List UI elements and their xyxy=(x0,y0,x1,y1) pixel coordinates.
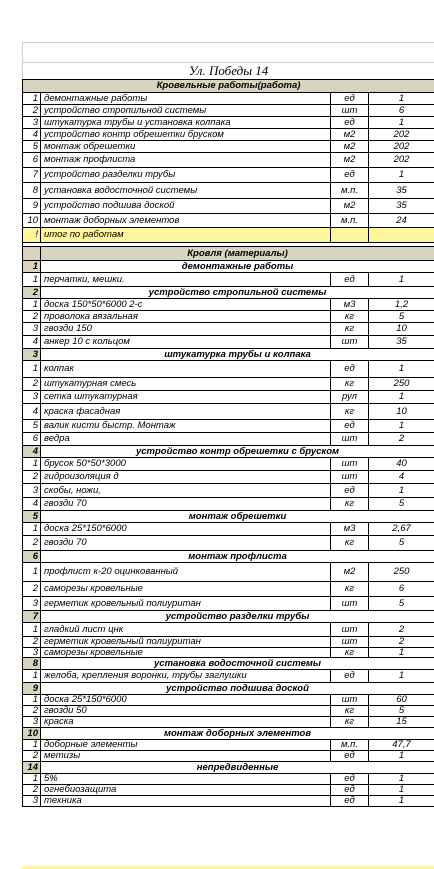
unit-cell: ед xyxy=(331,93,369,105)
qty-cell: 35 xyxy=(369,199,434,214)
material-row xyxy=(23,597,434,611)
estimate-table xyxy=(22,79,434,807)
material-row xyxy=(23,647,434,658)
qty-cell: 5 xyxy=(369,706,434,717)
material-row xyxy=(23,623,434,637)
row-number: 2 xyxy=(23,582,41,597)
material-name: доска 25*150*6000 xyxy=(41,523,331,536)
material-name: огнебиозащита xyxy=(41,785,331,796)
row-number: 2 xyxy=(23,751,41,762)
qty-cell: 250 xyxy=(369,563,434,582)
row-number: 3 xyxy=(23,117,41,129)
row-number: 9 xyxy=(23,199,41,214)
section-number: 6 xyxy=(23,551,41,563)
unit-cell: ед xyxy=(331,774,369,785)
section-title: установка водосточной системы xyxy=(41,658,434,670)
material-row xyxy=(23,536,434,551)
qty-cell: 5 xyxy=(369,597,434,611)
material-name: гвозди 50 xyxy=(41,706,331,717)
material-row xyxy=(23,582,434,597)
row-number: 3 xyxy=(23,796,41,807)
qty-cell: 2 xyxy=(369,623,434,637)
section-header-row xyxy=(23,683,434,695)
unit-cell: м.п. xyxy=(331,214,369,228)
section-number: 1 xyxy=(23,261,41,273)
section-number: 10 xyxy=(23,728,41,740)
material-name: гвозди 70 xyxy=(41,536,331,551)
row-number: 2 xyxy=(23,785,41,796)
material-row xyxy=(23,420,434,433)
section-number: 14 xyxy=(23,762,41,774)
spreadsheet xyxy=(22,42,434,807)
unit-cell: рул xyxy=(331,391,369,404)
work-row xyxy=(23,141,434,153)
material-row xyxy=(23,323,434,336)
qty-cell: 10 xyxy=(369,404,434,420)
material-name: герметик кровельный полиуритан xyxy=(41,637,331,648)
qty-cell: 1 xyxy=(369,168,434,183)
unit-cell: м3 xyxy=(331,299,369,311)
material-row xyxy=(23,433,434,446)
work-name: устройство разделки трубы xyxy=(41,168,331,183)
row-number: 3 xyxy=(23,391,41,404)
section-header-row xyxy=(23,728,434,740)
section-number: 8 xyxy=(23,658,41,670)
total-row xyxy=(23,228,434,243)
work-name: монтаж профлиста xyxy=(41,153,331,168)
row-number: 2 xyxy=(23,471,41,484)
unit-cell: шт xyxy=(331,105,369,117)
unit-cell: кг xyxy=(331,311,369,323)
material-name: брусок 50*50*3000 xyxy=(41,458,331,471)
row-number: 2 xyxy=(23,637,41,648)
material-row xyxy=(23,523,434,536)
material-row xyxy=(23,774,434,785)
section-header-row xyxy=(23,287,434,299)
section-title: демонтажные работы xyxy=(41,261,434,273)
work-name: монтаж обрешетки xyxy=(41,141,331,153)
qty-cell: 60 xyxy=(369,695,434,706)
empty-cell xyxy=(331,228,369,243)
row-number: 8 xyxy=(23,183,41,199)
material-name: доска 150*50*6000 2-с xyxy=(41,299,331,311)
unit-cell: м2 xyxy=(331,153,369,168)
qty-cell: 250 xyxy=(369,378,434,391)
material-row xyxy=(23,299,434,311)
section-number: 3 xyxy=(23,349,41,361)
unit-cell: м3 xyxy=(331,523,369,536)
unit-cell: шт xyxy=(331,433,369,446)
work-row xyxy=(23,93,434,105)
row-number: 10 xyxy=(23,214,41,228)
material-name: желоба, крепления воронки, трубы заглушки xyxy=(41,670,331,683)
unit-cell: ед xyxy=(331,361,369,378)
qty-cell: 1 xyxy=(369,484,434,498)
row-number: 2 xyxy=(23,706,41,717)
material-row xyxy=(23,273,434,287)
empty-cell xyxy=(369,228,434,243)
work-name: монтаж доборных элементов xyxy=(41,214,331,228)
row-number: 1 xyxy=(23,695,41,706)
material-name: краска фасадная xyxy=(41,404,331,420)
section-title: устройство контр обрешетки с бруском xyxy=(41,446,434,458)
works-header-row xyxy=(23,80,434,93)
section-header-row xyxy=(23,446,434,458)
qty-cell: 1 xyxy=(369,273,434,287)
row-number: 1 xyxy=(23,563,41,582)
row-number: 1 xyxy=(23,670,41,683)
section-number: 5 xyxy=(23,511,41,523)
row-number: 1 xyxy=(23,93,41,105)
material-row xyxy=(23,498,434,511)
unit-cell: ед xyxy=(331,751,369,762)
material-row xyxy=(23,378,434,391)
material-name: метизы xyxy=(41,751,331,762)
unit-cell: ед xyxy=(331,484,369,498)
unit-cell: м2 xyxy=(331,199,369,214)
material-row xyxy=(23,751,434,762)
unit-cell: ед xyxy=(331,796,369,807)
section-title: монтаж профлиста xyxy=(41,551,434,563)
qty-cell: 1 xyxy=(369,670,434,683)
qty-cell: 1 xyxy=(369,647,434,658)
qty-cell: 2,67 xyxy=(369,523,434,536)
unit-cell: ед xyxy=(331,273,369,287)
material-row xyxy=(23,458,434,471)
material-row xyxy=(23,637,434,648)
materials-header: Кровля (материалы) xyxy=(41,247,434,261)
unit-cell: шт xyxy=(331,695,369,706)
qty-cell: 1,2 xyxy=(369,299,434,311)
row-number: 5 xyxy=(23,420,41,433)
work-name: устройство стропильной системы xyxy=(41,105,331,117)
unit-cell: м2 xyxy=(331,563,369,582)
section-header-row xyxy=(23,261,434,273)
unit-cell: м.п. xyxy=(331,183,369,199)
row-number: 1 xyxy=(23,523,41,536)
section-number: 7 xyxy=(23,611,41,623)
qty-cell: 5 xyxy=(369,536,434,551)
section-header-row xyxy=(23,762,434,774)
qty-cell: 1 xyxy=(369,785,434,796)
qty-cell: 1 xyxy=(369,774,434,785)
work-row xyxy=(23,129,434,141)
section-header-row xyxy=(23,658,434,670)
section-header-row xyxy=(23,551,434,563)
unit-cell: ед xyxy=(331,168,369,183)
section-title: устройство подшива доской xyxy=(41,683,434,695)
qty-cell: 47,7 xyxy=(369,740,434,751)
work-name: демонтажные работы xyxy=(41,93,331,105)
material-row xyxy=(23,484,434,498)
works-header: Кровельные работы(работа) xyxy=(23,80,434,93)
qty-cell: 1 xyxy=(369,117,434,129)
qty-cell: 35 xyxy=(369,183,434,199)
unit-cell: м2 xyxy=(331,129,369,141)
section-title: устройство разделки трубы xyxy=(41,611,434,623)
section-title: монтаж доборных элементов xyxy=(41,728,434,740)
row-number: 3 xyxy=(23,323,41,336)
qty-cell: 1 xyxy=(369,420,434,433)
row-number: 1 xyxy=(23,273,41,287)
qty-cell: 202 xyxy=(369,141,434,153)
material-name: перчатки, мешки. xyxy=(41,273,331,287)
row-number: 2 xyxy=(23,105,41,117)
material-name: анкер 10 с кольцом xyxy=(41,336,331,349)
qty-cell: 1 xyxy=(369,796,434,807)
material-name: ведра xyxy=(41,433,331,446)
row-number: 6 xyxy=(23,433,41,446)
unit-cell: ед xyxy=(331,420,369,433)
material-name: доборные элементы xyxy=(41,740,331,751)
material-name: 5% xyxy=(41,774,331,785)
material-row xyxy=(23,311,434,323)
section-title: монтаж обрешетки xyxy=(41,511,434,523)
material-row xyxy=(23,471,434,484)
material-name: сетка штукатурная xyxy=(41,391,331,404)
material-name: краска xyxy=(41,717,331,728)
row-number: 3 xyxy=(23,647,41,658)
material-name: гвозди 70 xyxy=(41,498,331,511)
row-number: 1 xyxy=(23,299,41,311)
sheet-title: Ул. Победы 14 xyxy=(22,62,434,79)
row-number: 2 xyxy=(23,536,41,551)
row-number: 5 xyxy=(23,141,41,153)
unit-cell: кг xyxy=(331,536,369,551)
qty-cell: 5 xyxy=(369,311,434,323)
empty-row xyxy=(22,42,434,62)
unit-cell: шт xyxy=(331,597,369,611)
row-number: 1 xyxy=(23,361,41,378)
qty-cell: 24 xyxy=(369,214,434,228)
material-name: гидроизоляция д xyxy=(41,471,331,484)
qty-cell: 202 xyxy=(369,129,434,141)
material-name: саморезы кровельные xyxy=(41,582,331,597)
work-row xyxy=(23,153,434,168)
material-name: колпак xyxy=(41,361,331,378)
material-row xyxy=(23,695,434,706)
unit-cell: шт xyxy=(331,458,369,471)
section-number: 2 xyxy=(23,287,41,299)
qty-cell: 2 xyxy=(369,433,434,446)
row-number: 2 xyxy=(23,311,41,323)
unit-cell: ед xyxy=(331,117,369,129)
material-row xyxy=(23,717,434,728)
unit-cell: шт xyxy=(331,623,369,637)
total-label: итог по работам xyxy=(41,228,331,243)
qty-cell: 1 xyxy=(369,391,434,404)
unit-cell: м.п. xyxy=(331,740,369,751)
section-number: 9 xyxy=(23,683,41,695)
work-name: установка водосточной системы xyxy=(41,183,331,199)
material-row xyxy=(23,796,434,807)
qty-cell: 202 xyxy=(369,153,434,168)
work-row xyxy=(23,214,434,228)
work-row xyxy=(23,117,434,129)
material-row xyxy=(23,404,434,420)
total-mark: ! xyxy=(23,228,41,243)
unit-cell: шт xyxy=(331,637,369,648)
unit-cell: кг xyxy=(331,378,369,391)
work-row xyxy=(23,105,434,117)
material-name: герметик кровельный полиуритан xyxy=(41,597,331,611)
row-number: 4 xyxy=(23,498,41,511)
row-number: 4 xyxy=(23,404,41,420)
section-title: устройство стропильной системы xyxy=(41,287,434,299)
material-row xyxy=(23,391,434,404)
unit-cell: кг xyxy=(331,323,369,336)
material-name: гвозди 150 xyxy=(41,323,331,336)
material-name: штукатурная смесь xyxy=(41,378,331,391)
material-row xyxy=(23,361,434,378)
material-name: техника xyxy=(41,796,331,807)
qty-cell: 40 xyxy=(369,458,434,471)
material-row xyxy=(23,740,434,751)
unit-cell: ед xyxy=(331,785,369,796)
unit-cell: ед xyxy=(331,670,369,683)
unit-cell: шт xyxy=(331,336,369,349)
material-name: профлист к-20 оцинкованный xyxy=(41,563,331,582)
qty-cell: 4 xyxy=(369,471,434,484)
qty-cell: 6 xyxy=(369,582,434,597)
material-name: доска 25*150*6000 xyxy=(41,695,331,706)
qty-cell: 35 xyxy=(369,336,434,349)
material-name: саморезы кровельные xyxy=(41,647,331,658)
unit-cell: кг xyxy=(331,717,369,728)
qty-cell: 5 xyxy=(369,498,434,511)
qty-cell: 15 xyxy=(369,717,434,728)
qty-cell: 6 xyxy=(369,105,434,117)
empty-cell xyxy=(23,247,41,261)
row-number: 1 xyxy=(23,623,41,637)
unit-cell: кг xyxy=(331,498,369,511)
row-number: 1 xyxy=(23,774,41,785)
work-name: устройство контр обрешетки бруском xyxy=(41,129,331,141)
unit-cell: кг xyxy=(331,404,369,420)
qty-cell: 1 xyxy=(369,93,434,105)
qty-cell: 10 xyxy=(369,323,434,336)
row-number: 3 xyxy=(23,597,41,611)
row-number: 7 xyxy=(23,168,41,183)
work-name: устройство подшива доской xyxy=(41,199,331,214)
material-name: проволока вязальная xyxy=(41,311,331,323)
row-number: 3 xyxy=(23,717,41,728)
work-row xyxy=(23,183,434,199)
qty-cell: 1 xyxy=(369,361,434,378)
material-row xyxy=(23,336,434,349)
row-number: 2 xyxy=(23,378,41,391)
work-row xyxy=(23,168,434,183)
section-title: штукатурка трубы и колпака xyxy=(41,349,434,361)
section-header-row xyxy=(23,611,434,623)
row-number: 4 xyxy=(23,129,41,141)
material-row xyxy=(23,706,434,717)
unit-cell: кг xyxy=(331,582,369,597)
material-name: валик кисти быстр. Монтаж xyxy=(41,420,331,433)
unit-cell: кг xyxy=(331,647,369,658)
unit-cell: кг xyxy=(331,706,369,717)
material-row xyxy=(23,670,434,683)
material-name: скобы, ножи, xyxy=(41,484,331,498)
row-number: 6 xyxy=(23,153,41,168)
unit-cell: шт xyxy=(331,471,369,484)
section-header-row xyxy=(23,511,434,523)
qty-cell: 2 xyxy=(369,637,434,648)
section-header-row xyxy=(23,349,434,361)
material-row xyxy=(23,563,434,582)
row-number: 1 xyxy=(23,740,41,751)
work-name: штукатурка трубы и установка колпака xyxy=(41,117,331,129)
materials-header-row xyxy=(23,247,434,261)
material-row xyxy=(23,785,434,796)
material-name: гладкий лист цнк xyxy=(41,623,331,637)
work-row xyxy=(23,199,434,214)
qty-cell: 1 xyxy=(369,751,434,762)
unit-cell: м2 xyxy=(331,141,369,153)
section-number: 4 xyxy=(23,446,41,458)
row-number: 4 xyxy=(23,336,41,349)
row-number: 3 xyxy=(23,484,41,498)
section-title: непредвиденные xyxy=(41,762,434,774)
row-number: 1 xyxy=(23,458,41,471)
